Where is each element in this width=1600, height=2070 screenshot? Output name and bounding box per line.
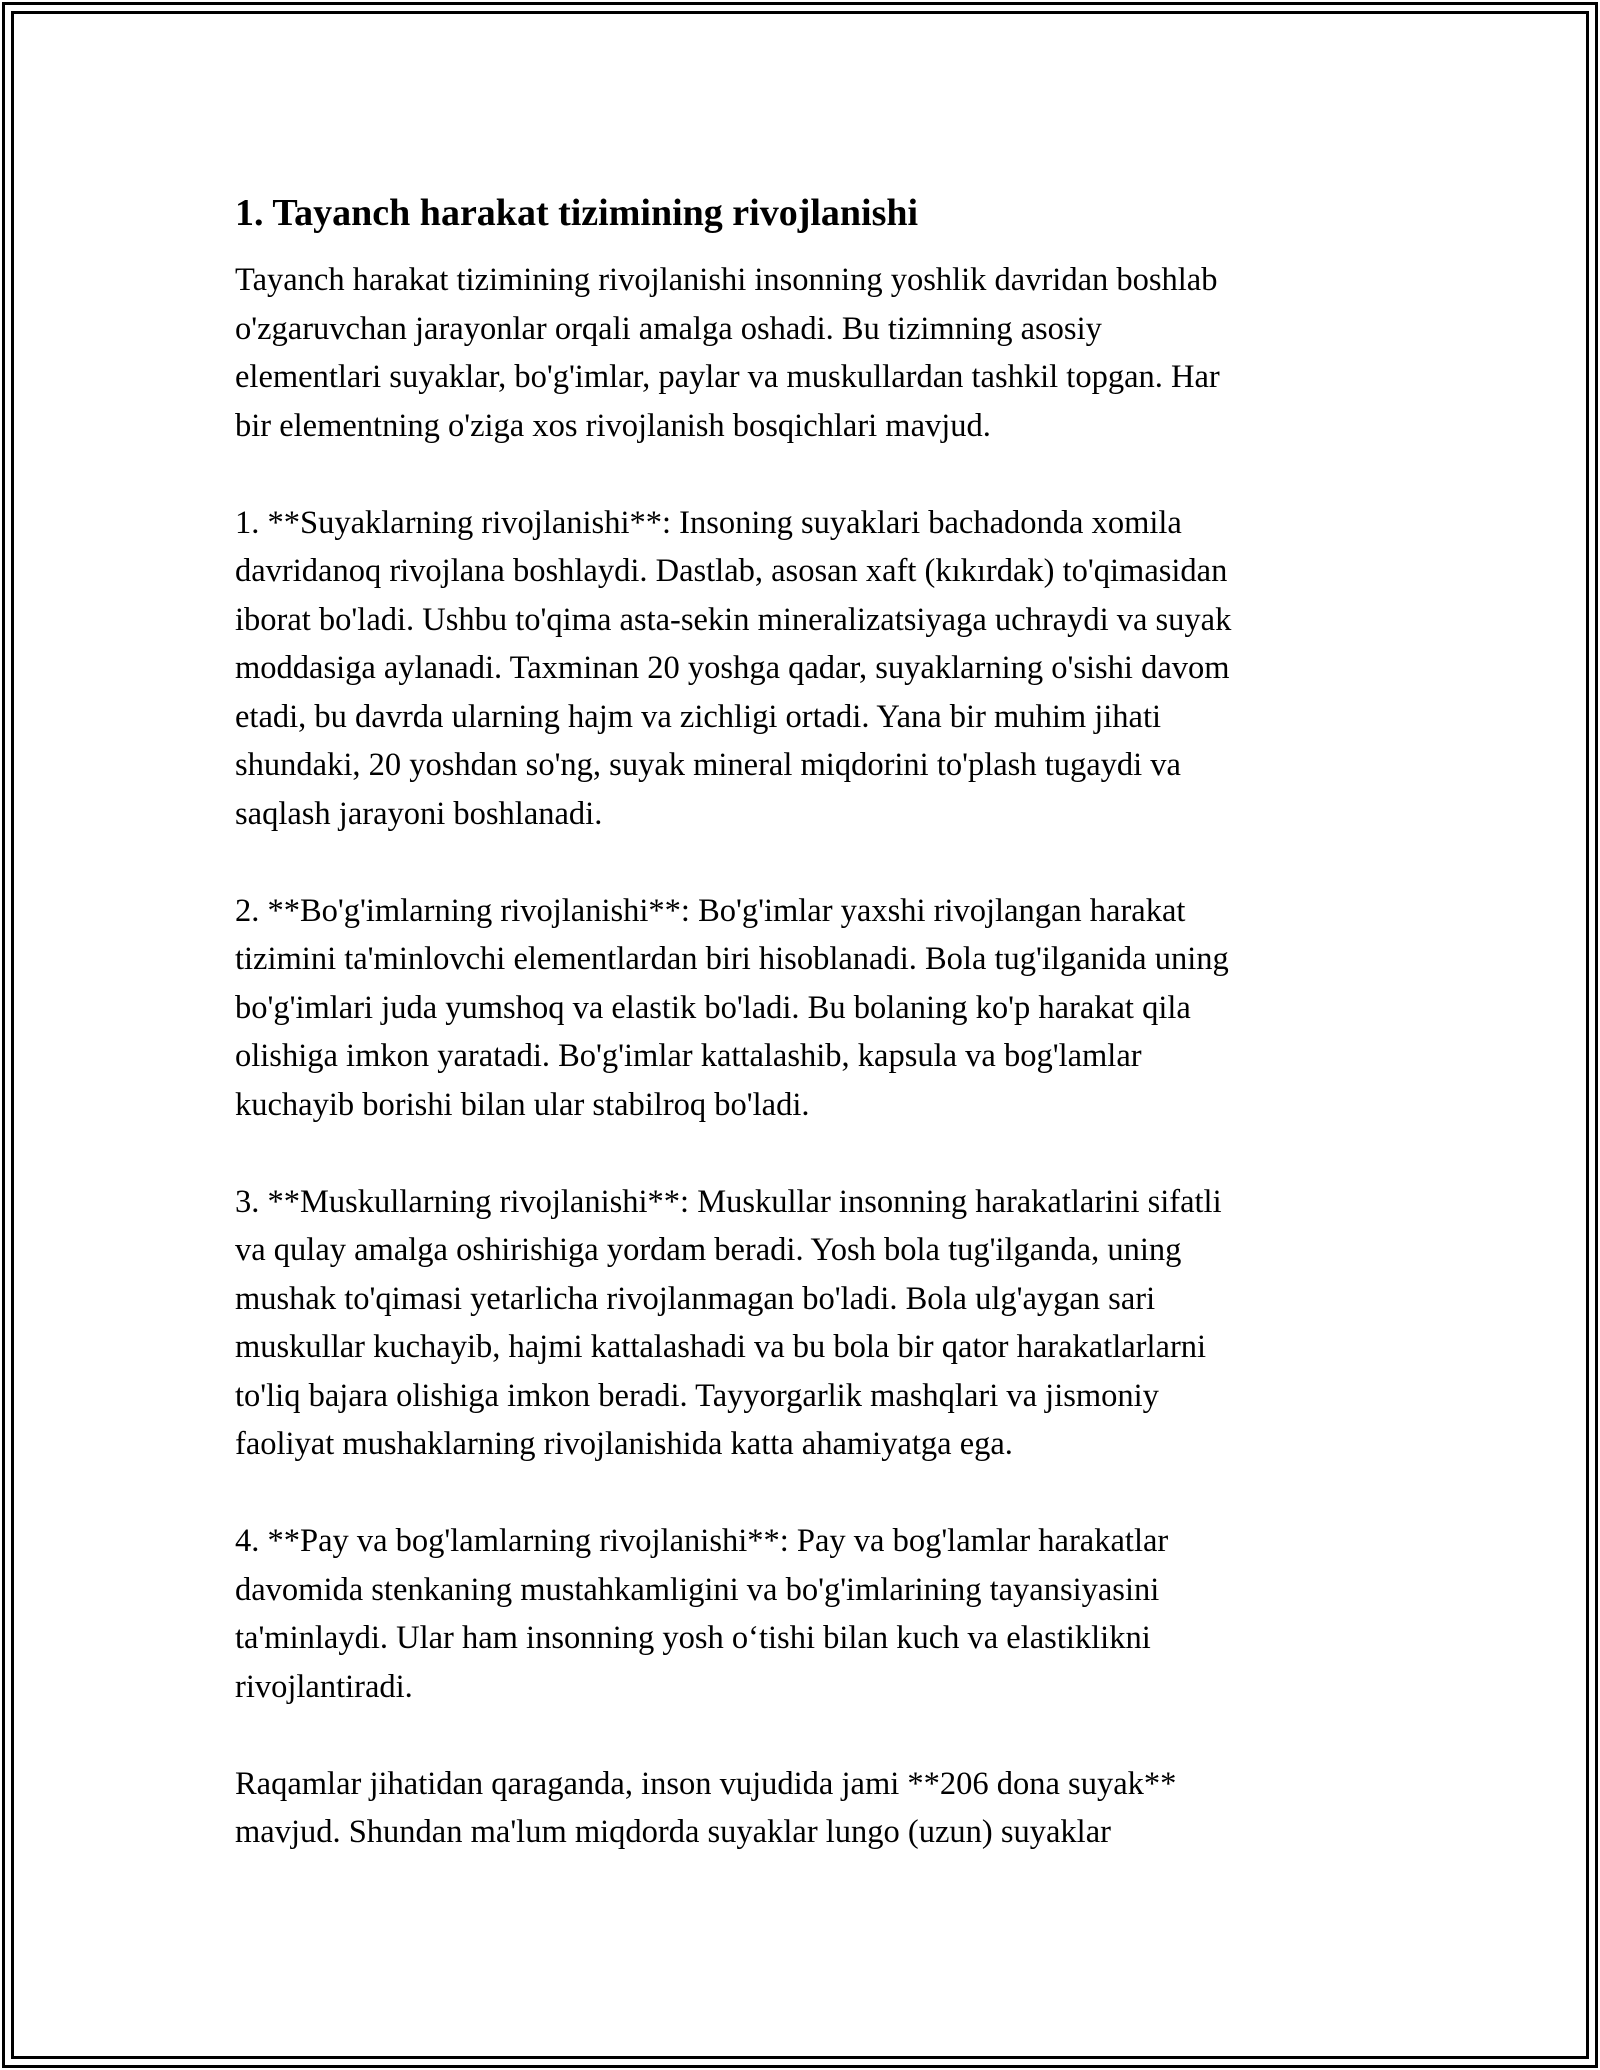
text-line: kuchayib borishi bilan ular stabilroq bo'ladi. (235, 1086, 810, 1123)
text-line: bo'g'imlari juda yumshoq va elastik bo'ladi. Bu bolaning ko'p harakat qila (235, 989, 1191, 1026)
text-line: ta'minlaydi. Ular ham insonning yosh o‘tishi bilan kuch va elastiklikni (235, 1620, 1151, 1656)
text-line: to'liq bajara olishiga imkon beradi. Tayyorgarlik mashqlari va jismoniy (235, 1377, 1159, 1414)
text-line: 4. **Pay va bog'lamlarning rivojlanishi**: Pay va bog'lamlar harakatlar (235, 1523, 1169, 1559)
paragraph-intro (235, 256, 1375, 450)
document-body (235, 186, 1375, 1905)
text-line: mushak to'qimasi yetarlicha rivojlanmagan bo'ladi. Bola ulg'aygan sari (235, 1280, 1156, 1317)
text-line: Tayanch harakat tizimining rivojlanishi insonning yoshlik davridan boshlab (235, 262, 1218, 298)
text-line: rivojlantiradi. (235, 1668, 413, 1705)
text-line: o'zgaruvchan jarayonlar orqali amalga oshadi. Bu tizimning asosiy (235, 310, 1102, 347)
text-line: mavjud. Shundan ma'lum miqdorda suyaklar lungo (uzun) suyaklar (235, 1814, 1111, 1850)
text-line: faoliyat mushaklarning rivojlanishida katta ahamiyatga ega. (235, 1426, 1013, 1462)
text-line: olishiga imkon yaratadi. Bo'g'imlar kattalashib, kapsula va bog'lamlar (235, 1038, 1142, 1074)
text-line: tizimini ta'minlovchi elementlardan biri hisoblanadi. Bola tug'ilganida uning (235, 941, 1229, 977)
document-title: 1. Tayanch harakat tizimining rivojlanishi (235, 192, 919, 234)
paragraph-joints (235, 887, 1375, 1130)
paragraph-bones (235, 499, 1375, 839)
text-line: saqlash jarayoni boshlanadi. (235, 795, 603, 832)
text-line: shundaki, 20 yoshdan so'ng, suyak mineral miqdorini to'plash tugaydi va (235, 747, 1181, 783)
text-line: 1. **Suyaklarning rivojlanishi**: Insoning suyaklari bachadonda xomila (235, 504, 1182, 541)
text-line: 2. **Bo'g'imlarning rivojlanishi**: Bo'g'imlar yaxshi rivojlangan harakat (235, 892, 1186, 929)
text-line: davomida stenkaning mustahkamligini va bo'g'imlarining tayansiyasini (235, 1571, 1160, 1608)
paragraph-numbers (235, 1760, 1375, 1857)
text-line: moddasiga aylanadi. Taxminan 20 yoshga qadar, suyaklarning o'sishi davom (235, 650, 1230, 686)
paragraph-ligaments (235, 1517, 1375, 1711)
text-line: davridanoq rivojlana boshlaydi. Dastlab, asosan xaft (kıkırdak) to'qimasidan (235, 553, 1228, 589)
paragraph-muscles (235, 1178, 1375, 1469)
text-line: muskullar kuchayib, hajmi kattalashadi va bu bola bir qator harakatlarlarni (235, 1329, 1207, 1365)
text-line: iborat bo'ladi. Ushbu to'qima asta-sekin mineralizatsiyaga uchraydi va suyak (235, 601, 1232, 638)
text-line: Raqamlar jihatidan qaraganda, inson vujudida jami **206 dona suyak** (235, 1765, 1177, 1802)
text-line: 3. **Muskullarning rivojlanishi**: Muskullar insonning harakatlarini sifatli (235, 1183, 1222, 1220)
text-line: elementlari suyaklar, bo'g'imlar, paylar va muskullardan tashkil topgan. Har (235, 359, 1220, 395)
text-line: bir elementning o'ziga xos rivojlanish bosqichlari mavjud. (235, 407, 991, 444)
text-line: va qulay amalga oshirishiga yordam beradi. Yosh bola tug'ilganda, uning (235, 1232, 1182, 1268)
text-line: etadi, bu davrda ularning hajm va zichligi ortadi. Yana bir muhim jihati (235, 698, 1162, 735)
